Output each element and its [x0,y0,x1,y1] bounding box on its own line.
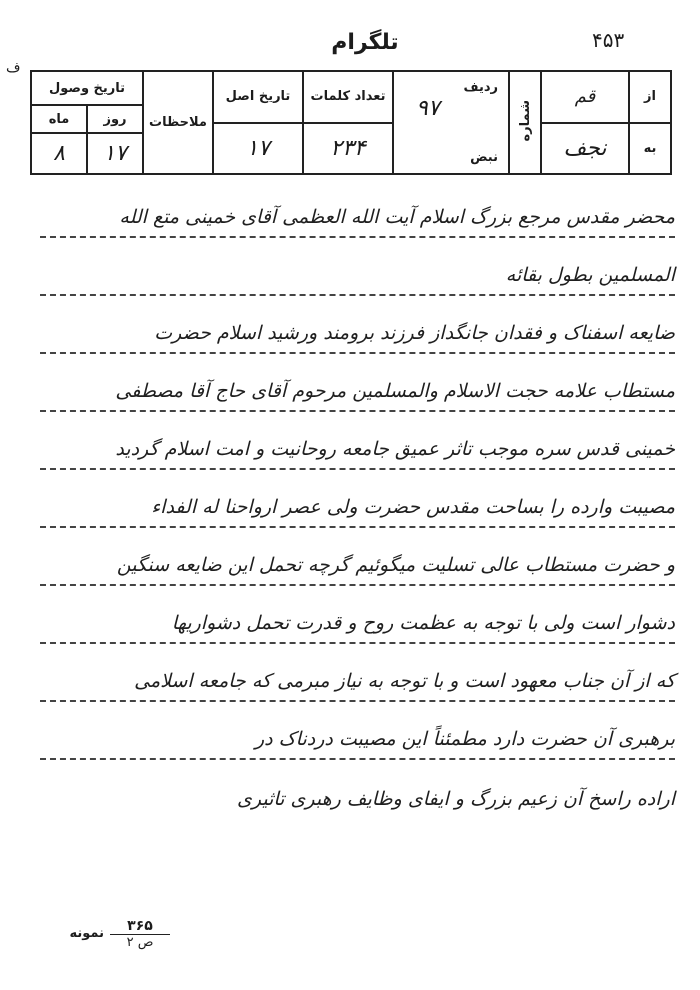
message-line [40,412,675,470]
form-footer [69,918,170,950]
message-line [40,470,675,528]
message-text: و حضرت مستطاب عالی تسلیت میگوئیم گرچه تحمل این ضایعه سنگین [116,554,675,576]
number-label: شماره [517,99,533,142]
page-title: تلگرام [331,30,399,55]
origin-date-label: تاریخ اصل [214,72,302,124]
receipt-date-cell [31,71,143,174]
form-sample-label: نمونه [69,926,104,941]
message-line [40,528,675,586]
message-text: دشوار است ولی با توجه به عظمت روح و قدرت تحمل دشواریها [171,612,675,634]
word-count-cell [303,71,393,174]
message-line [40,296,675,354]
number-cell [509,71,541,174]
notes-cell [143,71,213,174]
month-value: ۸ [53,141,65,167]
message-line [40,180,675,238]
month-label: ماه [48,111,70,127]
message-text: ضایعه اسفناک و فقدان جانگداز فرزند برومند ورشید اسلام حضرت [154,322,675,344]
to-label: به [643,140,657,156]
word-count-label: تعداد کلمات [304,72,392,124]
row-label: ردیف [463,80,498,95]
message-text: المسلمین بطول بقائه [505,264,675,286]
message-text: مصیبت وارده را بساحت مقدس حضرت ولی عصر ارواحنا له الفداء [151,496,675,518]
origin-date-cell [213,71,303,174]
message-line [40,354,675,412]
from-to-value-cell [541,71,629,174]
receipt-date-label: تاریخ وصول [32,72,142,106]
message-line [40,644,675,702]
to-value: نجف [563,135,607,161]
message-line [40,586,675,644]
message-line [40,760,675,818]
message-body [40,180,675,818]
message-text: که از آن جناب معهود است و با توجه به نیاز مبرمی که جامعه اسلامی [134,670,675,692]
from-value: قم [542,72,628,124]
pulse-label: نبض [470,150,498,165]
message-line [40,238,675,296]
message-text: مستطاب علامه حجت الاسلام والمسلمین مرحوم آقای حاج آقا مصطفی [115,380,675,402]
message-text: برهبری آن حضرت دارد مطمئناً این مصیبت دردناک در [254,728,675,750]
corner-number: ۴۵۳ [592,28,625,52]
message-line [40,702,675,760]
from-label: از [630,72,670,124]
corner-mark: ف [6,60,21,76]
row-value: ۹۷ [416,96,440,121]
origin-date-value: ۱۷ [246,135,270,161]
form-number: ۳۶۵ [110,918,170,935]
header-table [30,70,672,175]
message-text: خمینی قدس سره موجب تاثر عمیق جامعه روحانیت و امت اسلام گردید [115,438,675,460]
row-cell [393,71,509,174]
message-text: اراده راسخ آن زعیم بزرگ و ایفای وظایف رهبری تاثیری [236,788,675,810]
word-count-value: ۲۳۴ [330,135,366,161]
notes-label: ملاحظات [149,115,207,130]
day-value: ۱۷ [86,134,142,173]
form-sub-number: ص ۲ [126,935,154,950]
message-text: محضر مقدس مرجع بزرگ اسلام آیت الله العظمی آقای خمینی متع الله [119,206,675,228]
from-to-label-cell [629,71,671,174]
day-label: روز [86,106,142,132]
